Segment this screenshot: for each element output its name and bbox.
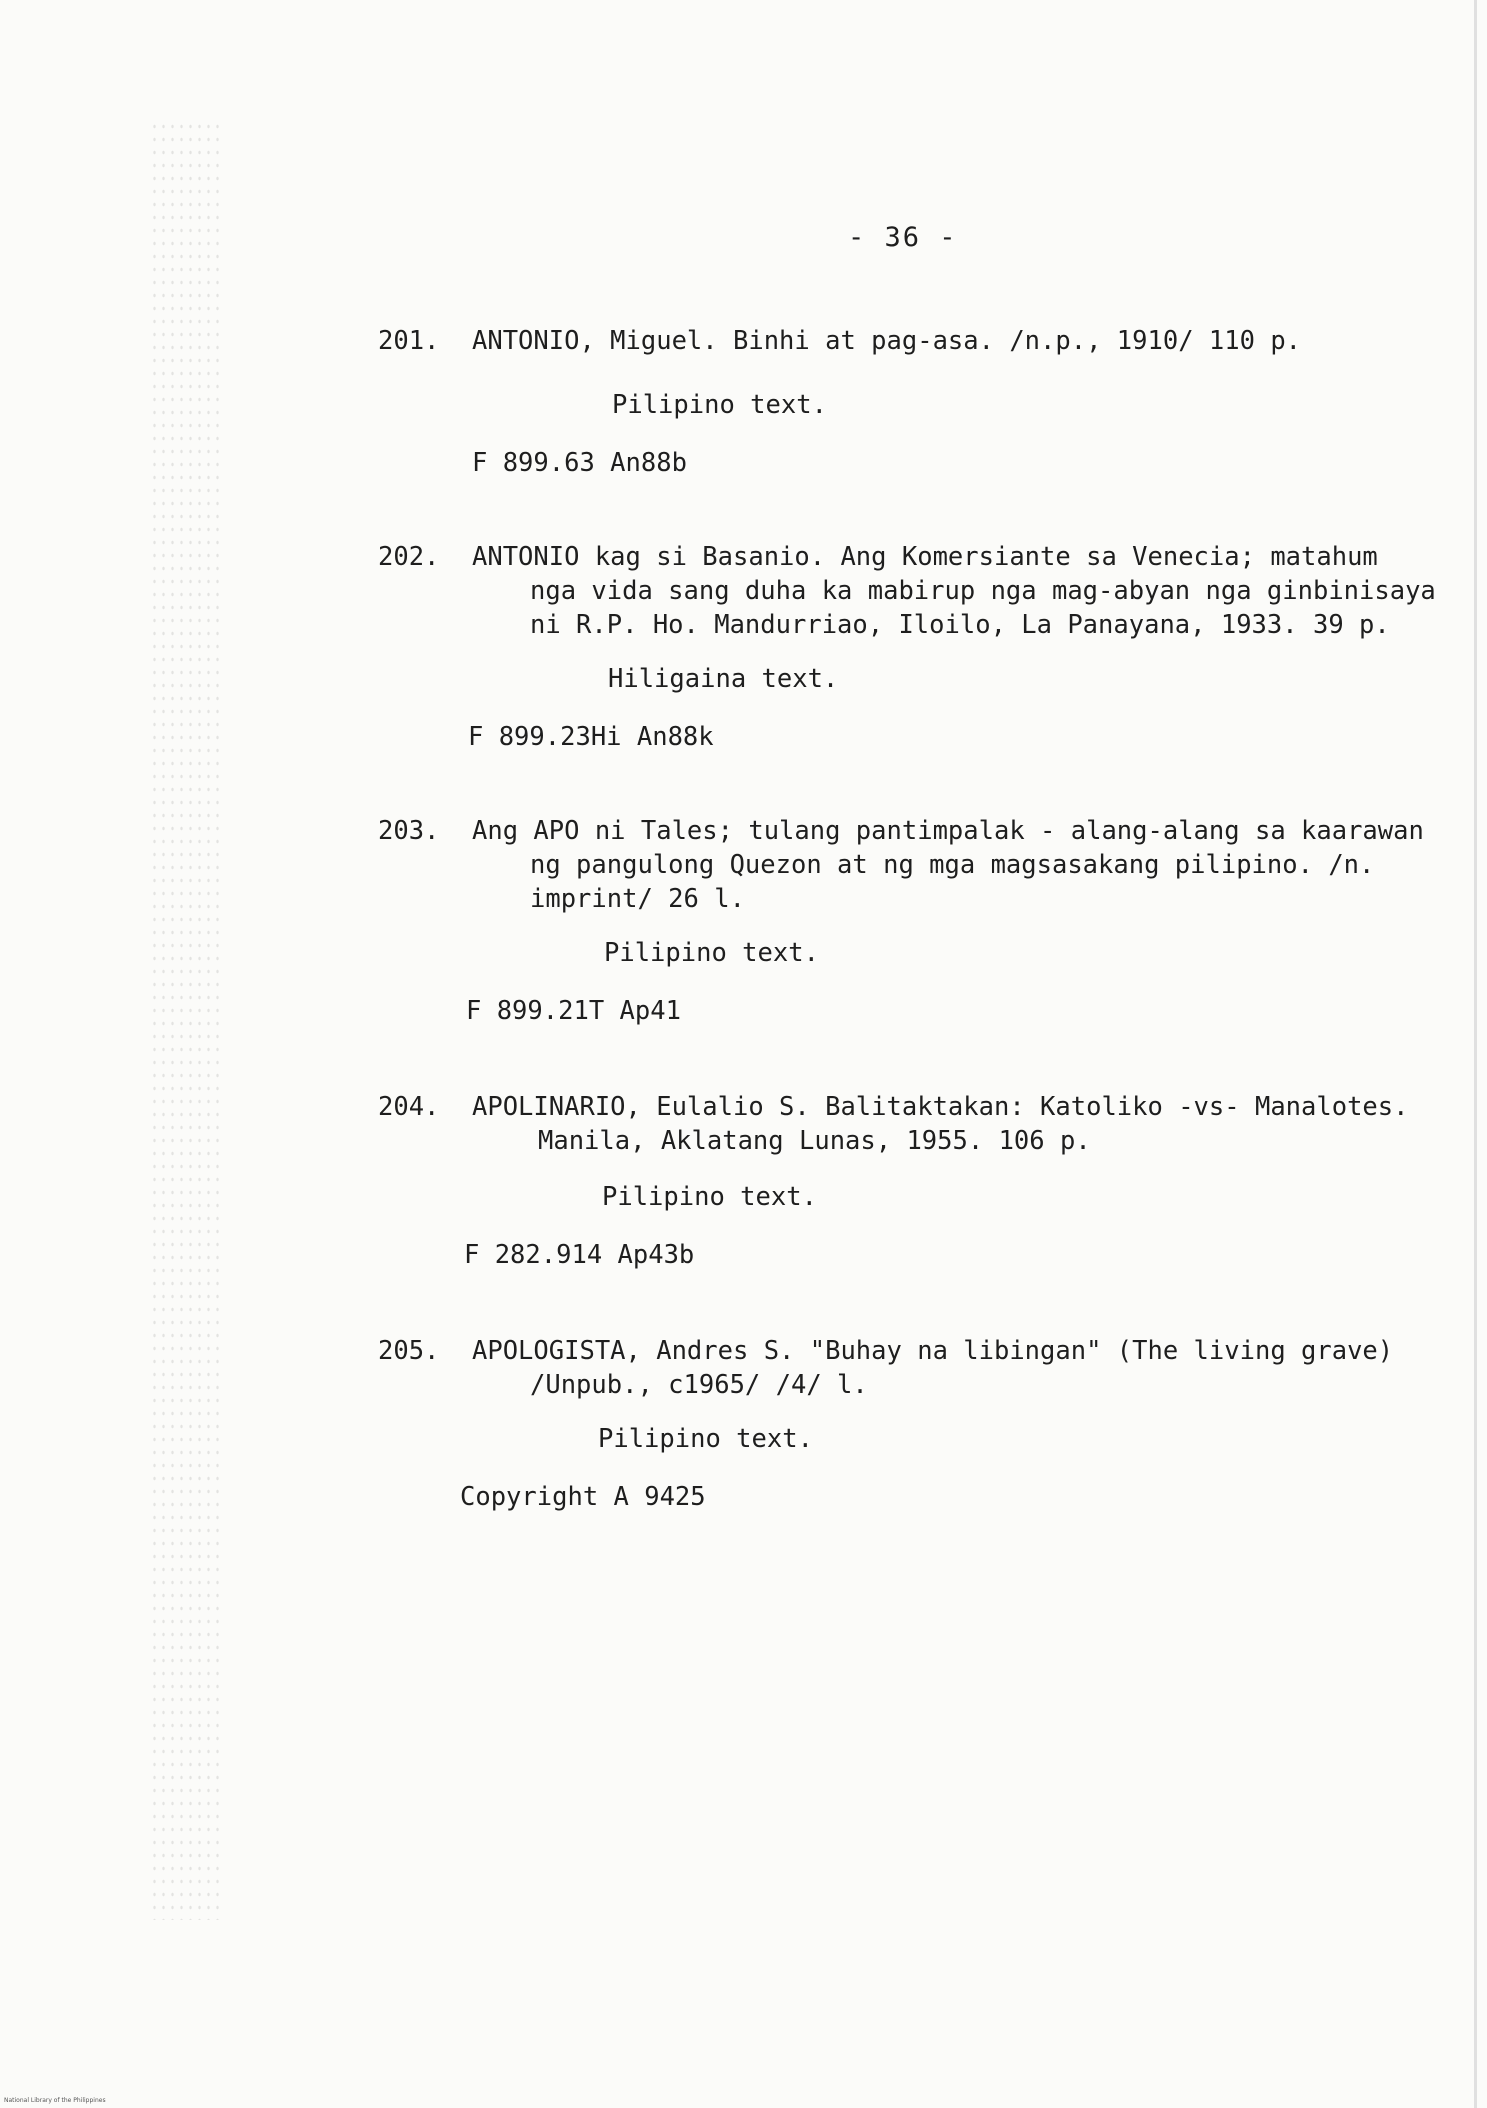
bibliography-entry <box>378 1334 1438 1402</box>
bibliography-entry <box>378 814 1438 916</box>
entry-title-line: ANTONIO kag si Basanio. Ang Komersiante sa Venecia; matahum <box>472 542 1378 572</box>
bibliography-entry <box>378 324 1438 358</box>
call-number: F 899.21T Ap41 <box>466 996 681 1026</box>
scan-edge <box>1474 0 1477 2108</box>
entry-number: 205. <box>378 1336 440 1366</box>
entry-note: Pilipino text. <box>612 390 827 420</box>
entry-title-line: ANTONIO, Miguel. Binhi at pag-asa. /n.p., 1910/ 110 p. <box>472 326 1302 356</box>
entry-note: Pilipino text. <box>604 938 819 968</box>
call-number: Copyright A 9425 <box>460 1482 706 1512</box>
entry-title-line: APOLOGISTA, Andres S. "Buhay na libingan" (The living grave) <box>472 1336 1394 1366</box>
entry-note: Hiligaina text. <box>608 664 839 694</box>
entry-title-line: Ang APO ni Tales; tulang pantimpalak - alang-alang sa kaarawan <box>472 816 1424 846</box>
entry-continuation-line: imprint/ 26 l. <box>530 884 745 914</box>
entry-note: Pilipino text. <box>602 1182 817 1212</box>
entry-number: 203. <box>378 816 440 846</box>
scan-footer: National Library of the Philippines <box>4 2097 106 2104</box>
entry-continuation-line: nga vida sang duha ka mabirup nga mag-abyan nga ginbinisaya <box>530 576 1436 606</box>
entry-title-line: APOLINARIO, Eulalio S. Balitaktakan: Katoliko -vs- Manalotes. <box>472 1092 1409 1122</box>
entry-number: 201. <box>378 326 440 356</box>
bibliography-entry <box>378 540 1438 642</box>
entry-continuation-line: ni R.P. Ho. Mandurriao, Iloilo, La Panayana, 1933. 39 p. <box>530 610 1390 640</box>
entry-continuation-line: /Unpub., c1965/ /4/ l. <box>530 1370 868 1400</box>
entry-number: 202. <box>378 542 440 572</box>
entry-note: Pilipino text. <box>598 1424 813 1454</box>
entry-number: 204. <box>378 1092 440 1122</box>
scan-noise <box>150 120 220 1920</box>
entry-continuation-line: ng pangulong Quezon at ng mga magsasakang pilipino. /n. <box>530 850 1375 880</box>
call-number: F 899.23Hi An88k <box>468 722 714 752</box>
call-number: F 899.63 An88b <box>472 448 687 478</box>
entry-continuation-line: Manila, Aklatang Lunas, 1955. 106 p. <box>538 1126 1091 1156</box>
call-number: F 282.914 Ap43b <box>464 1240 695 1270</box>
page-number: - 36 - <box>848 222 958 253</box>
bibliography-entry <box>378 1090 1438 1158</box>
